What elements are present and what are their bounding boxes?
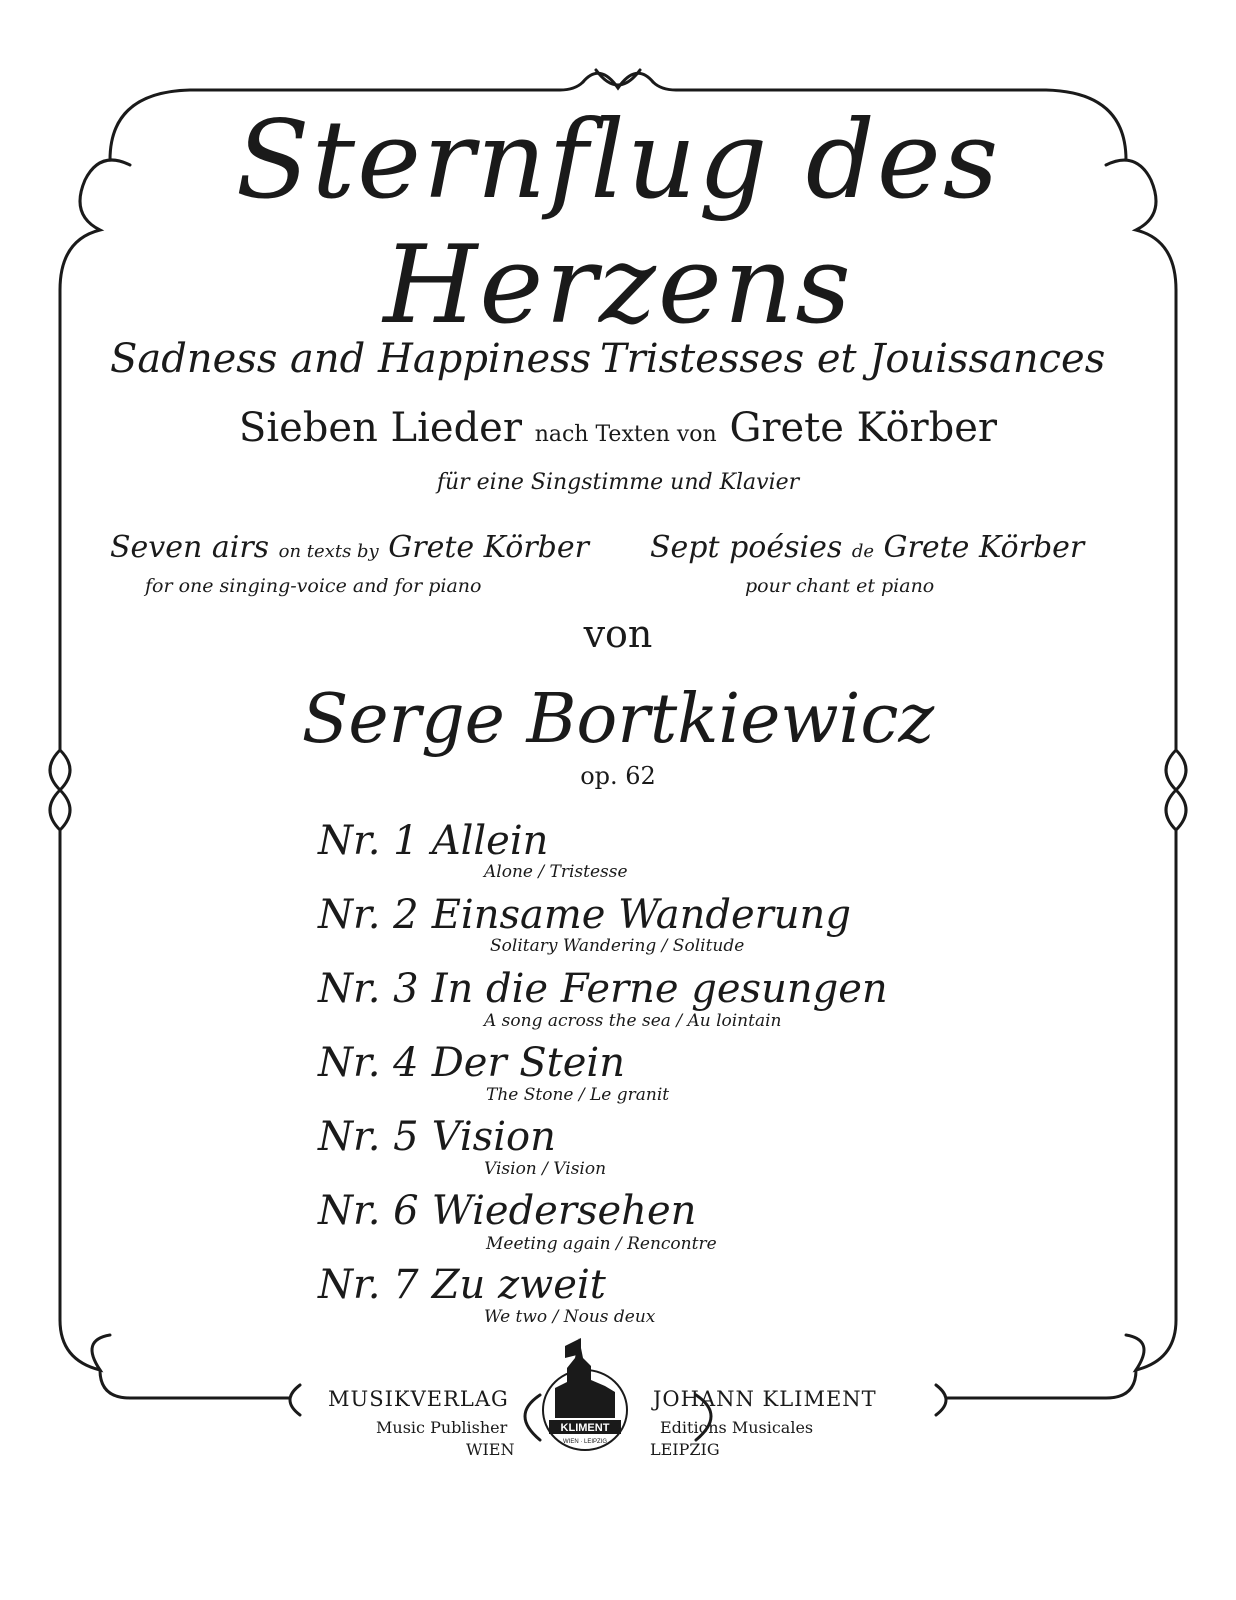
song-title: Wiedersehen — [431, 1188, 697, 1234]
seven-airs-line — [110, 530, 589, 565]
song-translation: Solitary Wandering / Solitude — [490, 936, 745, 956]
song-number: Nr. 1 — [318, 818, 419, 864]
song-translation: Alone / Tristesse — [484, 862, 628, 882]
song-title: Einsame Wanderung — [431, 892, 851, 938]
publisher-left-subtitle: Music Publisher — [376, 1418, 508, 1437]
voice-piano-line: für eine Singstimme und Klavier — [436, 470, 800, 495]
song-translation: We two / Nous deux — [484, 1307, 656, 1327]
subtitle-english: Sadness and Happiness — [110, 336, 592, 382]
song-item — [318, 1262, 606, 1308]
song-number: Nr. 4 — [318, 1040, 419, 1086]
page-title: Sternflug des Herzens — [235, 98, 1001, 348]
opus-number: op. 62 — [580, 762, 656, 790]
song-title: Zu zweit — [431, 1262, 606, 1308]
logo-text: KLIMENT — [560, 1422, 610, 1434]
song-item — [318, 818, 548, 864]
poet-name-en: Grete Körber — [388, 530, 589, 565]
seven-airs-subtitle: for one singing-voice and for piano — [145, 575, 482, 597]
song-title: Allein — [431, 818, 549, 864]
song-title: Der Stein — [431, 1040, 625, 1086]
song-number: Nr. 6 — [318, 1188, 419, 1234]
song-title: In die Ferne gesungen — [431, 966, 888, 1012]
composer-name: Serge Bortkiewicz — [301, 680, 935, 759]
song-item — [318, 1040, 625, 1086]
song-number: Nr. 5 — [318, 1114, 419, 1160]
song-item — [318, 966, 888, 1012]
song-translation: Vision / Vision — [484, 1159, 607, 1179]
publisher-right-title: JOHANN KLIMENT — [653, 1387, 877, 1411]
publisher-left-city: WIEN — [466, 1440, 515, 1459]
song-number: Nr. 3 — [318, 966, 419, 1012]
sept-poesies: Sept poésies — [650, 530, 843, 565]
song-number: Nr. 7 — [318, 1262, 419, 1308]
sept-poesies-line — [650, 530, 1084, 565]
song-number: Nr. 2 — [318, 892, 419, 938]
seven-airs: Seven airs — [110, 530, 270, 565]
song-translation: A song across the sea / Au lointain — [484, 1011, 782, 1031]
publisher-right-city: LEIPZIG — [650, 1440, 720, 1459]
song-item — [318, 892, 851, 938]
on-texts-by: on texts by — [278, 541, 379, 562]
sieben-lieder: Sieben Lieder — [238, 405, 522, 451]
song-item — [318, 1188, 696, 1234]
sept-poesies-subtitle: pour chant et piano — [745, 575, 935, 597]
subtitle-french: Tristesses et Jouissances — [600, 336, 1106, 382]
publisher-left-title: MUSIKVERLAG — [328, 1387, 509, 1411]
poet-name-fr: Grete Körber — [883, 530, 1085, 565]
song-item — [318, 1114, 556, 1160]
de-label: de — [851, 541, 874, 562]
song-translation: The Stone / Le granit — [486, 1085, 670, 1105]
poet-name: Grete Körber — [729, 405, 998, 451]
song-title: Vision — [431, 1114, 556, 1160]
nach-texten-von: nach Texten von — [534, 422, 717, 447]
publisher-right-subtitle: Editions Musicales — [660, 1418, 814, 1437]
publisher-logo — [535, 1328, 635, 1458]
song-translation: Meeting again / Rencontre — [486, 1234, 717, 1254]
von-label: von — [583, 612, 653, 656]
logo-subtext: WIEN · LEIPZIG — [562, 1439, 608, 1445]
sieben-lieder-line — [0, 405, 1236, 451]
